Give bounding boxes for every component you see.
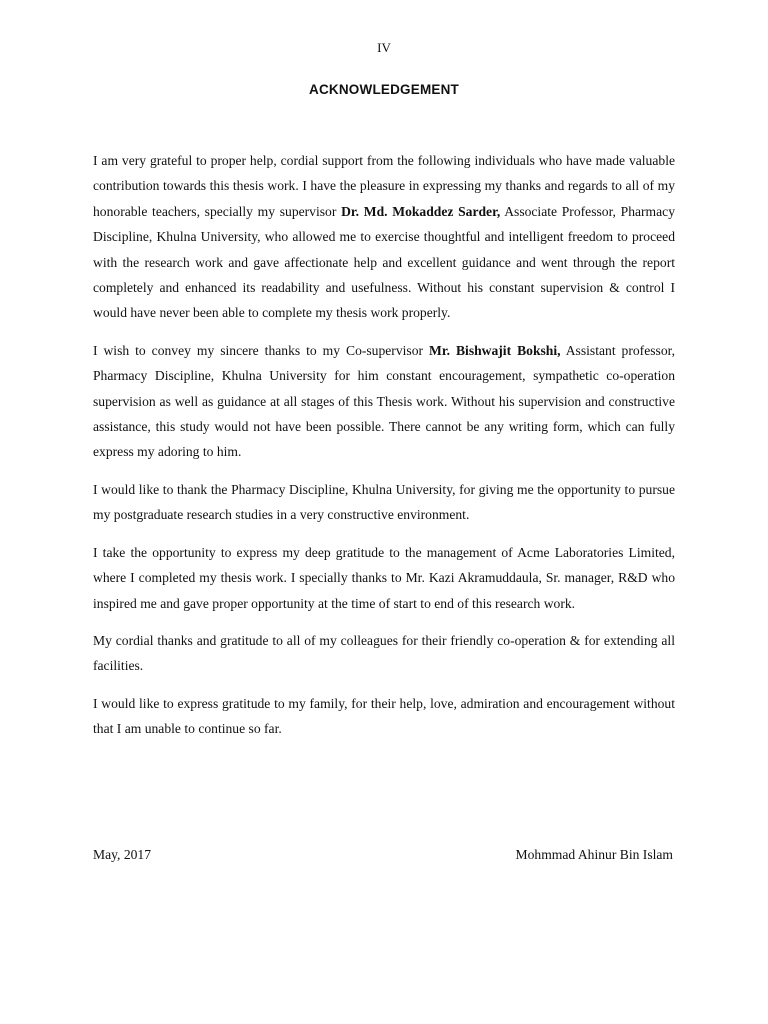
page-title: ACKNOWLEDGEMENT xyxy=(309,82,459,97)
signature-footer xyxy=(93,845,673,865)
co-supervisor-name: Mr. Bishwajit Bokshi, xyxy=(429,342,561,358)
paragraph-family-thanks: I would like to express gratitude to my family, for their help, love, admiration and encouragement without that I am unable to continue so far. xyxy=(93,695,675,737)
body-text xyxy=(93,148,675,742)
paragraph-supervisor-thanks xyxy=(93,148,675,326)
paragraph-co-supervisor-thanks xyxy=(93,338,675,465)
paragraph-text: I am very grateful to proper help, cordial support from the following individuals who have made valuable contribution towards this thesis work. I have the pleasure in expressing my thanks and regards to all of my honorable teachers, specially my supervisor xyxy=(93,153,675,219)
paragraph-text: Assistant professor, Pharmacy Discipline, Khulna University for him constant encouragement, sympathetic co-operation supervision as well as guidance at all stages of this Thesis work. Without his supervision and constructive assistance, this study would not have been possible. There cannot be any writing form, which can fully express my adoring to him. xyxy=(93,342,675,460)
paragraph-company-thanks: I take the opportunity to express my deep gratitude to the management of Acme Laboratories Limited, where I completed my thesis work. I specially thanks to Mr. Kazi Akramuddaula, Sr. manager, R&D who inspired me and gave proper opportunity at the time of start to end of this research work. xyxy=(93,544,675,611)
signature-author: Mohmmad Ahinur Bin Islam xyxy=(515,847,673,862)
paragraph-discipline-thanks: I would like to thank the Pharmacy Discipline, Khulna University, for giving me the opportunity to pursue my postgraduate research studies in a very constructive environment. xyxy=(93,481,675,523)
paragraph-text: I wish to convey my sincere thanks to my Co-supervisor xyxy=(93,342,429,358)
document-page xyxy=(93,38,675,754)
paragraph-text: Associate Professor, Pharmacy Discipline, Khulna University, who allowed me to exercise thoughtful and intelligent freedom to proceed with the research work and gave affectionate help and excellent guidance and went through the report completely and enhanced its readability and usefulness. Without his constant supervision & control I would have never been able to complete my thesis work properly. xyxy=(93,203,675,321)
signature-date: May, 2017 xyxy=(93,847,152,862)
page-number: IV xyxy=(377,40,391,55)
paragraph-colleagues-thanks: My cordial thanks and gratitude to all of my colleagues for their friendly co-operation & for extending all facilities. xyxy=(93,632,675,674)
supervisor-name: Dr. Md. Mokaddez Sarder, xyxy=(341,203,501,219)
